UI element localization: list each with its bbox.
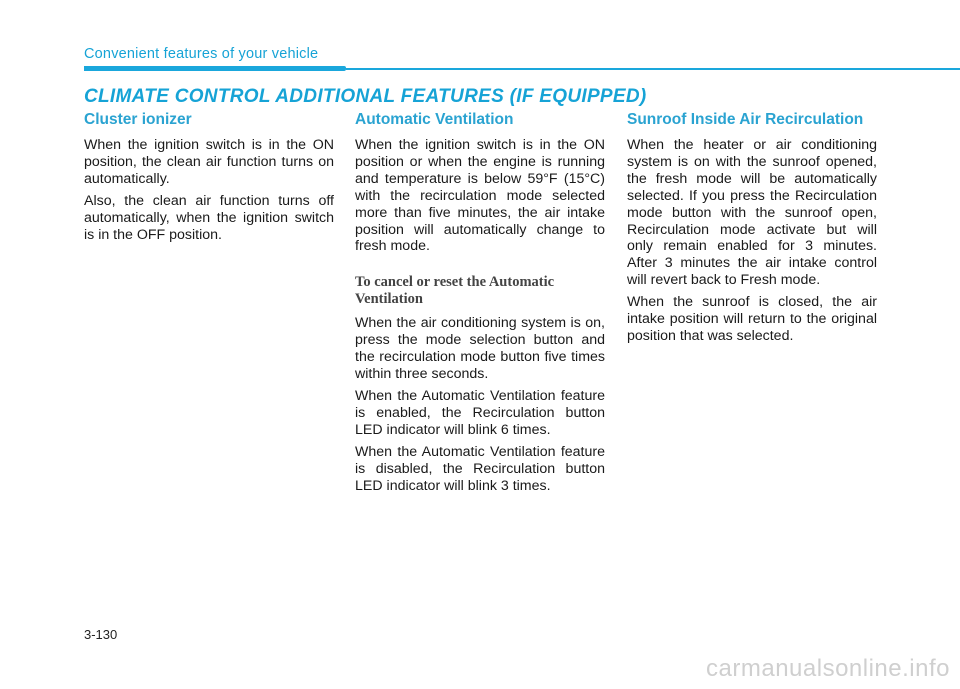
- header-rule-thin: [346, 68, 960, 70]
- section-title: CLIMATE CONTROL ADDITIONAL FEATURES (IF EQUIPPED): [84, 86, 647, 107]
- paragraph: When the Automatic Ventilation feature is disabled, the Recirculation button LED indicator will blink 3 times.: [355, 443, 605, 494]
- heading-automatic-ventilation: Automatic Ventilation: [355, 111, 514, 128]
- subheading-cancel-reset: To cancel or reset the Automatic Ventilation: [355, 274, 555, 308]
- column-cluster-ionizer: [84, 111, 334, 248]
- page-number: 3-130: [84, 627, 118, 642]
- watermark: carmanualsonline.info: [706, 655, 950, 682]
- paragraph: When the Automatic Ventilation feature is enabled, the Recirculation button LED indicator will blink 6 times.: [355, 387, 605, 438]
- paragraph: When the air conditioning system is on, press the mode selection button and the recirculation mode button five times within three seconds.: [355, 315, 605, 383]
- paragraph: Also, the clean air function turns off automatically, when the ignition switch is in the OFF position.: [84, 192, 334, 243]
- paragraph: When the heater or air conditioning system is on with the sunroof opened, the fresh mode will be automatically selected. If you press the Recirculation mode button with the sunroof open, Recirculation mode activate but will only remain enabled for 3 minutes. After 3 minutes the air intake control will revert back to Fresh mode.: [627, 137, 877, 289]
- chapter-title: Convenient features of your vehicle: [84, 46, 319, 62]
- heading-sunroof-recirculation: Sunroof Inside Air Recirculation: [627, 111, 864, 128]
- paragraph: When the sunroof is closed, the air intake position will return to the original position that was selected.: [627, 294, 877, 344]
- heading-cluster-ionizer: Cluster ionizer: [84, 111, 192, 128]
- paragraph: When the ignition switch is in the ON position, the clean air function turns on automatically.: [84, 137, 334, 187]
- paragraph: When the ignition switch is in the ON position or when the engine is running and temperature is below 59°F (15°C) with the recirculation mode selected more than five minutes, the air intake position will automatically change to fresh mode.: [355, 137, 605, 255]
- column-sunroof-recirculation: [627, 111, 877, 350]
- header-rule-thick: [84, 66, 346, 71]
- column-automatic-ventilation: [355, 111, 605, 499]
